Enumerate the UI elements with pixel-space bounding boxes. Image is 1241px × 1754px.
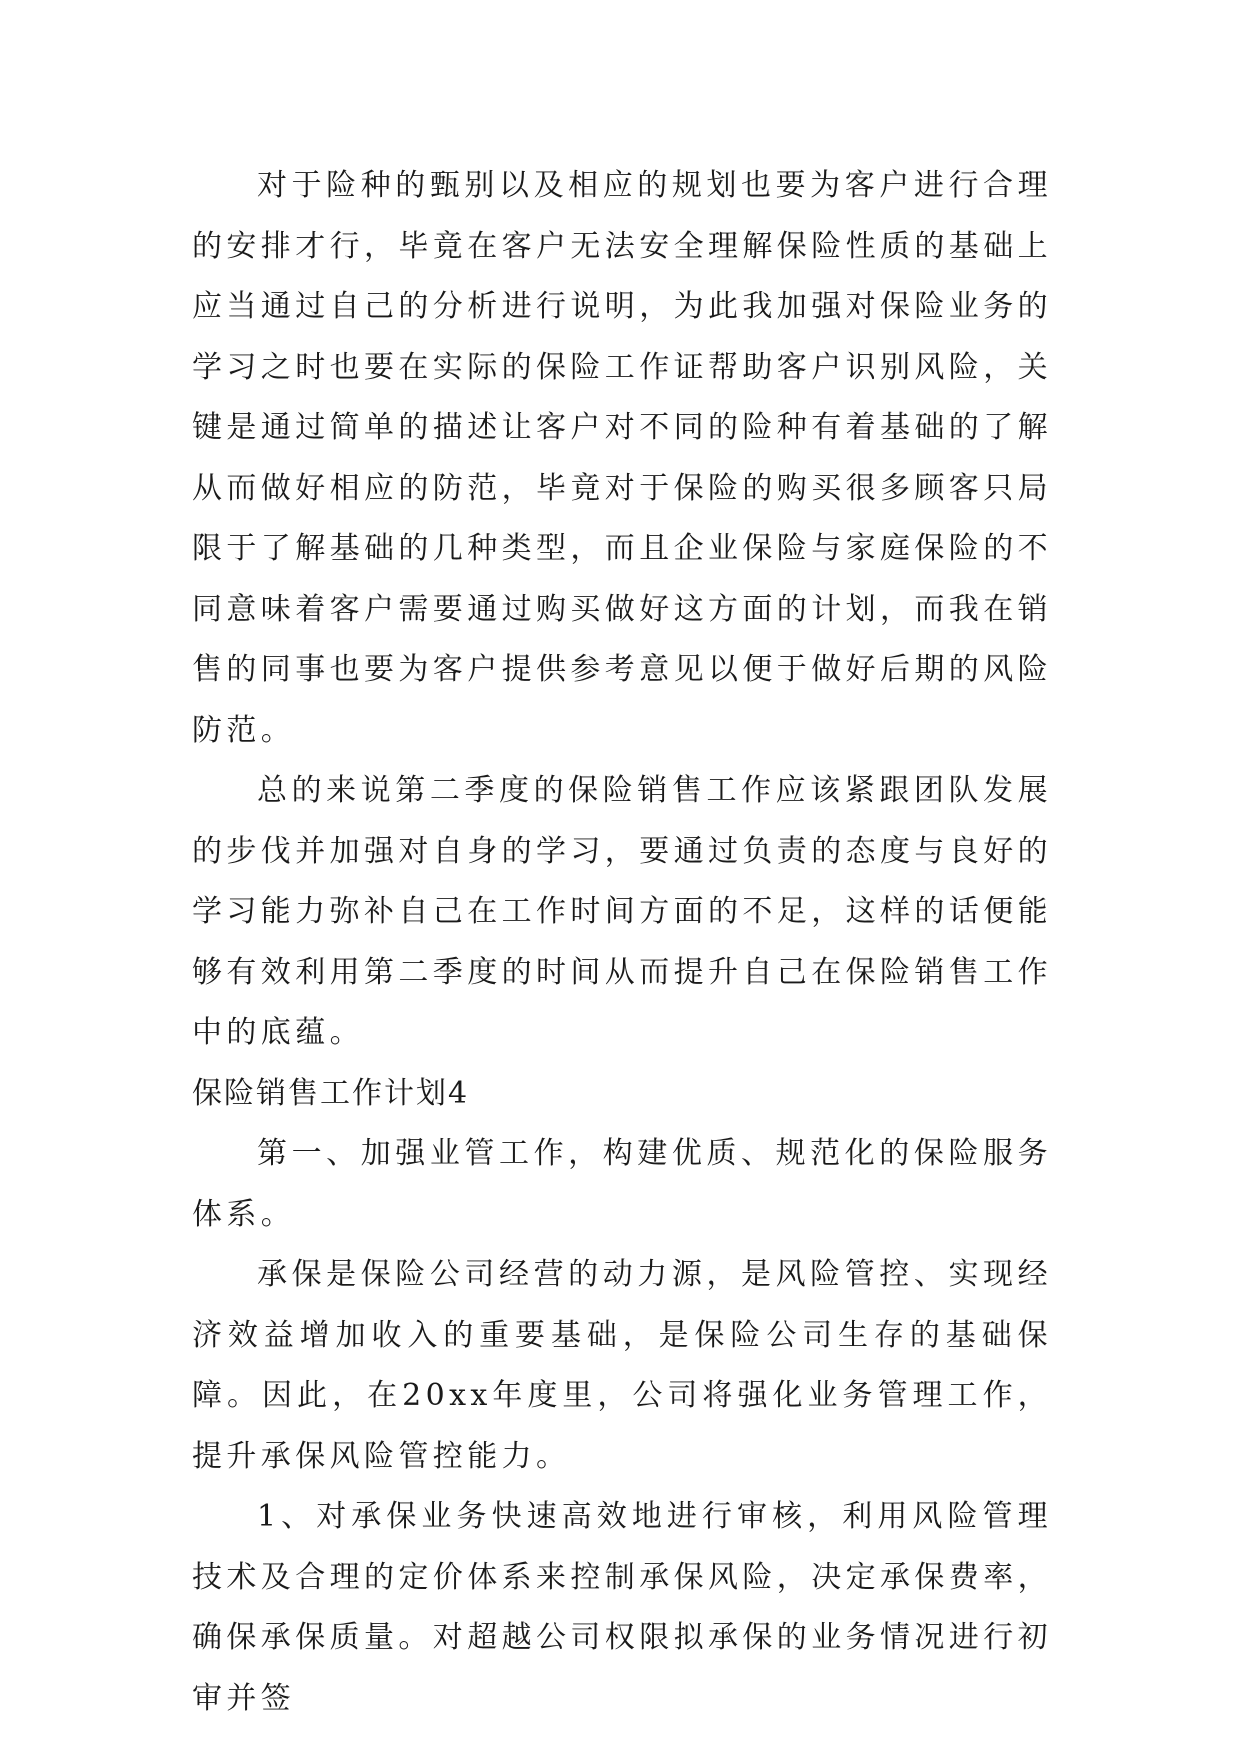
paragraph-q2-summary: 总的来说第二季度的保险销售工作应该紧跟团队发展的步伐并加强对自身的学习，要通过负责的态度与良好的学习能力弥补自己在工作时间方面的不足，这样的话便能够有效利用第二季度的时间从而提升自己在保险销售工作中的底蕴。 [192,773,1052,1050]
paragraph-point-one: 第一、加强业管工作，构建优质、规范化的保险服务体系。 [192,1136,1052,1232]
paragraph-underwriting: 承保是保险公司经营的动力源，是风险管控、实现经济效益增加收入的重要基础，是保险公司生存的基础保障。因此，在20xx年度里，公司将强化业务管理工作，提升承保风险管控能力。 [192,1257,1052,1474]
paragraph-item-1: 1、对承保业务快速高效地进行审核，利用风险管理技术及合理的定价体系来控制承保风险，决定承保费率，确保承保质量。对超越公司权限拟承保的业务情况进行初审并签 [192,1499,1052,1716]
paragraph-risk-planning: 对于险种的甄别以及相应的规划也要为客户进行合理的安排才行，毕竟在客户无法安全理解保险性质的基础上应当通过自己的分析进行说明，为此我加强对保险业务的学习之时也要在实际的保险工作证帮助客户识别风险，关键是通过简单的描述让客户对不同的险种有着基础的了解从而做好相应的防范，毕竟对于保险的购买很多顾客只局限于了解基础的几种类型，而且企业保险与家庭保险的不同意味着客户需要通过购买做好这方面的计划，而我在销售的同事也要为客户提供参考意见以便于做好后期的风险防范。 [192,168,1052,748]
section-heading: 保险销售工作计划4 [192,1075,470,1111]
document-body [192,156,1052,1729]
